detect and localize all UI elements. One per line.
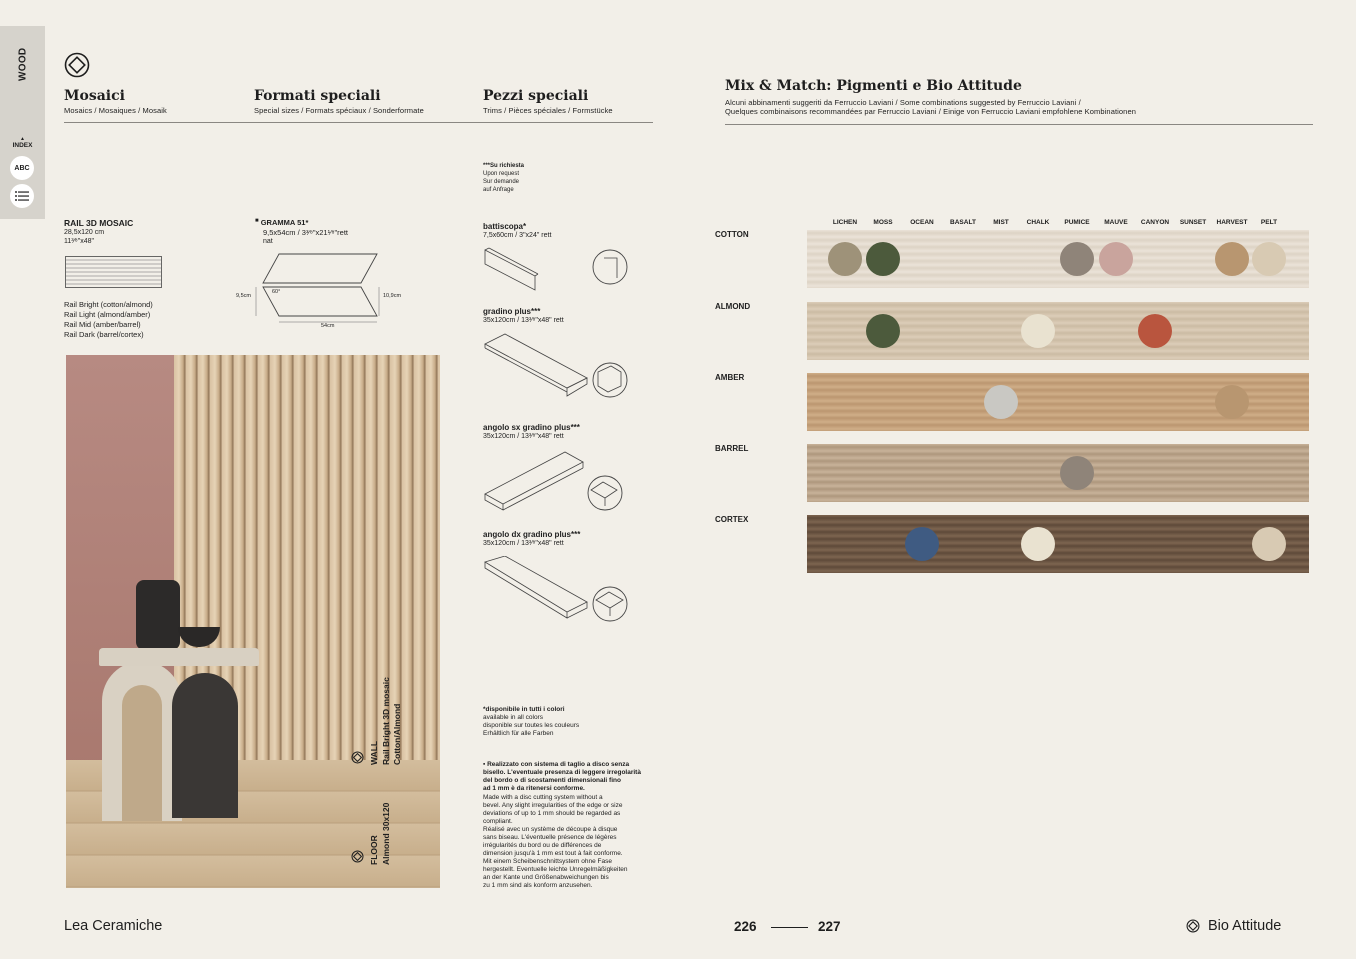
gramma-dim-bottom: 54cm <box>321 323 335 329</box>
rail-mosaic-drawing <box>65 256 163 294</box>
bio-attitude-footer-icon <box>1186 919 1200 938</box>
pigment-dot-harvest <box>1215 385 1249 419</box>
gramma-dim-right: 10,9cm <box>383 293 402 299</box>
rail-name: RAIL 3D MOSAIC <box>64 218 134 228</box>
cut-note: zu 1 mm sind als konform anzusehen. <box>483 882 593 889</box>
pigment-header-canyon: CANYON <box>1140 219 1170 226</box>
wood-color-almond: ALMOND <box>715 302 751 311</box>
cut-note: compliant. <box>483 818 513 825</box>
angolo-dx-drawing <box>483 556 633 631</box>
mix-match-title: Mix & Match: Pigmenti e Bio Attitude <box>725 78 1022 94</box>
wood-color-amber: AMBER <box>715 373 745 382</box>
trim-size: 7,5x60cm / 3"x24" rett <box>483 232 552 239</box>
pigment-dot-pelt <box>1252 242 1286 276</box>
formati-title: Formati speciali <box>254 88 381 104</box>
wood-swatch-almond <box>807 302 1309 360</box>
cut-note-bold: ▪ Realizzato con sistema di taglio a disco senza <box>483 761 630 768</box>
pigment-dot-moss <box>866 314 900 348</box>
cut-note: dimension jusqu'à 1 mm est tout à fait conforme. <box>483 850 623 857</box>
rail-size: 28,5x120 cm <box>64 229 105 236</box>
cut-note: Made with a disc cutting system without a <box>483 794 603 801</box>
rail-size-in: 11³⁄⁸"x48" <box>64 238 94 245</box>
cut-note: irrégularités du bord ou de différences de <box>483 842 602 849</box>
cut-note: bevel. Any slight irregularities of the edge or size <box>483 802 623 809</box>
index-link[interactable]: ▲ INDEX <box>12 136 33 149</box>
pigment-header-lichen: LICHEN <box>832 219 858 226</box>
pigment-dot-mauve <box>1099 242 1133 276</box>
rail-variant: Rail Dark (barrel/cortex) <box>64 330 144 339</box>
abc-index-button[interactable]: ABC <box>10 156 34 180</box>
wood-swatch-cotton <box>807 230 1309 288</box>
cut-note: an der Kante und Größenabweichungen bis <box>483 874 609 881</box>
pigment-header-mauve: MAUVE <box>1104 219 1128 226</box>
cut-note: Mit einem Scheibenschnittsystem ohne Fase <box>483 858 612 865</box>
wood-color-cotton: COTTON <box>715 230 749 239</box>
gramma-drawing <box>236 250 386 335</box>
floor-product: Almond 30x120 <box>381 802 391 865</box>
floor-icon <box>351 850 364 868</box>
wall-product: Rail Bright 3D mosaic <box>381 677 391 765</box>
cut-note: deviations of up to 1 mm should be regarded as <box>483 810 621 817</box>
pigment-header-sunset: SUNSET <box>1179 219 1207 226</box>
angolo-sx-drawing <box>483 448 633 521</box>
wood-swatch-barrel <box>807 444 1309 502</box>
formati-subtitle: Special sizes / Formats spéciaux / Sonderformate <box>254 106 424 115</box>
all-colors-note: Erhältlich für alle Farben <box>483 730 554 737</box>
mosaici-title: Mosaici <box>64 88 125 104</box>
pigment-dot-canyon <box>1138 314 1172 348</box>
pigment-header-pumice: PUMICE <box>1064 219 1090 226</box>
trim-name: angolo dx gradino plus*** <box>483 530 581 539</box>
wood-swatch-cortex <box>807 515 1309 573</box>
gramma-dim-angle: 60° <box>272 289 281 295</box>
gramma-name: ■ GRAMMA 51* <box>255 218 309 227</box>
pigment-dot-harvest <box>1215 242 1249 276</box>
trim-size: 35x120cm / 13³⁄⁸"x48" rett <box>483 433 564 440</box>
mosaici-subtitle: Mosaics / Mosaiques / Mosaik <box>64 106 167 115</box>
pigment-header-ocean: OCEAN <box>910 219 934 226</box>
battiscopa-drawing <box>483 246 633 299</box>
trim-name: gradino plus*** <box>483 307 541 316</box>
collection-name: Bio Attitude <box>1208 918 1282 934</box>
cut-note: sans biseau. L'éventuelle présence de légères <box>483 834 617 841</box>
pigment-header-harvest: HARVEST <box>1216 219 1248 226</box>
upon-request-note: Sur demande <box>483 179 520 185</box>
left-header-rule <box>64 122 653 123</box>
pezzi-subtitle: Trims / Pièces spéciales / Formstücke <box>483 106 613 115</box>
all-colors-note: available in all colors <box>483 714 543 721</box>
pigment-dot-ocean <box>905 527 939 561</box>
photo-sculpture <box>136 580 180 650</box>
mix-match-subtitle: Quelques combinaisons recommandées par Ferruccio Laviani / Einige von Ferruccio Laviani empfohlene Kombinationen <box>725 107 1136 116</box>
pigment-dot-pelt <box>1252 527 1286 561</box>
rail-variant: Rail Mid (amber/barrel) <box>64 320 141 329</box>
pigment-header-pelt: PELT <box>1260 219 1278 226</box>
page-number-left: 226 <box>734 919 757 934</box>
page-separator <box>771 927 808 928</box>
gradino-plus-drawing <box>483 330 633 405</box>
section-label: WOOD <box>17 47 29 81</box>
upon-request-note: ***Su richiesta <box>483 163 525 169</box>
wall-icon <box>351 751 364 769</box>
list-icon[interactable] <box>10 184 34 208</box>
pigment-header-mist: MIST <box>993 219 1009 226</box>
cut-note: Réalisé avec un système de découpe à disque <box>483 826 618 833</box>
pigment-dot-lichen <box>828 242 862 276</box>
floor-label: FLOOR <box>369 835 379 865</box>
upon-request-note: auf Anfrage <box>483 187 514 193</box>
bio-attitude-logo-icon <box>64 52 90 83</box>
pigment-dot-mist <box>984 385 1018 419</box>
pigment-dot-moss <box>866 242 900 276</box>
pigment-header-moss: MOSS <box>873 219 893 226</box>
side-tab <box>0 26 45 219</box>
photo-table-arch <box>122 685 162 821</box>
gramma-size: 9,5x54cm / 3³⁄⁸"x21¹⁄⁸"rett <box>263 228 349 237</box>
photo-table-top <box>99 648 259 666</box>
pigment-dot-pumice <box>1060 242 1094 276</box>
trim-name: angolo sx gradino plus*** <box>483 423 580 432</box>
wood-color-cortex: CORTEX <box>715 515 749 524</box>
all-colors-note: disponible sur toutes les couleurs <box>483 722 580 729</box>
pezzi-title: Pezzi speciali <box>483 88 589 104</box>
all-colors-note: *disponibile in tutti i colori <box>483 706 565 713</box>
pigment-dot-chalk <box>1021 314 1055 348</box>
upon-request-note: Upon request <box>483 171 520 177</box>
pigment-dot-chalk <box>1021 527 1055 561</box>
rail-variant: Rail Bright (cotton/almond) <box>64 300 153 309</box>
pigment-header-chalk: CHALK <box>1026 219 1050 226</box>
cut-note-bold: ad 1 mm è da ritenersi conforme. <box>483 785 585 792</box>
trim-size: 35x120cm / 13³⁄⁸"x48" rett <box>483 317 564 324</box>
cut-note: hergestellt. Eventuelle leichte Unregelmäßigkeiten <box>483 866 628 873</box>
ambient-photo <box>66 355 440 888</box>
trim-size: 35x120cm / 13³⁄⁸"x48" rett <box>483 540 564 547</box>
mix-match-subtitle: Alcuni abbinamenti suggeriti da Ferruccio Laviani / Some combinations suggested by Ferruccio Laviani / <box>725 98 1081 107</box>
page-number-right: 227 <box>818 919 841 934</box>
wall-color: Cotton/Almond <box>392 703 402 765</box>
wood-color-barrel: BARREL <box>715 444 749 453</box>
gramma-dim-left: 9,5cm <box>236 293 251 299</box>
cut-note-bold: del bordo o di scostamenti dimensionali fino <box>483 777 621 784</box>
pigment-dot-pumice <box>1060 456 1094 490</box>
wall-label: WALL <box>369 740 379 765</box>
gramma-finish: nat <box>263 238 273 245</box>
cut-note-bold: bisello. L'eventuale presenza di leggere irregolarità <box>483 769 641 776</box>
rail-variant: Rail Light (almond/amber) <box>64 310 151 319</box>
photo-table-leg-dark <box>172 673 238 818</box>
right-header-rule <box>725 124 1313 125</box>
brand-name: Lea Ceramiche <box>64 918 163 934</box>
trim-name: battiscopa* <box>483 222 527 231</box>
wood-swatch-amber <box>807 373 1309 431</box>
pigment-header-basalt: BASALT <box>950 219 976 226</box>
